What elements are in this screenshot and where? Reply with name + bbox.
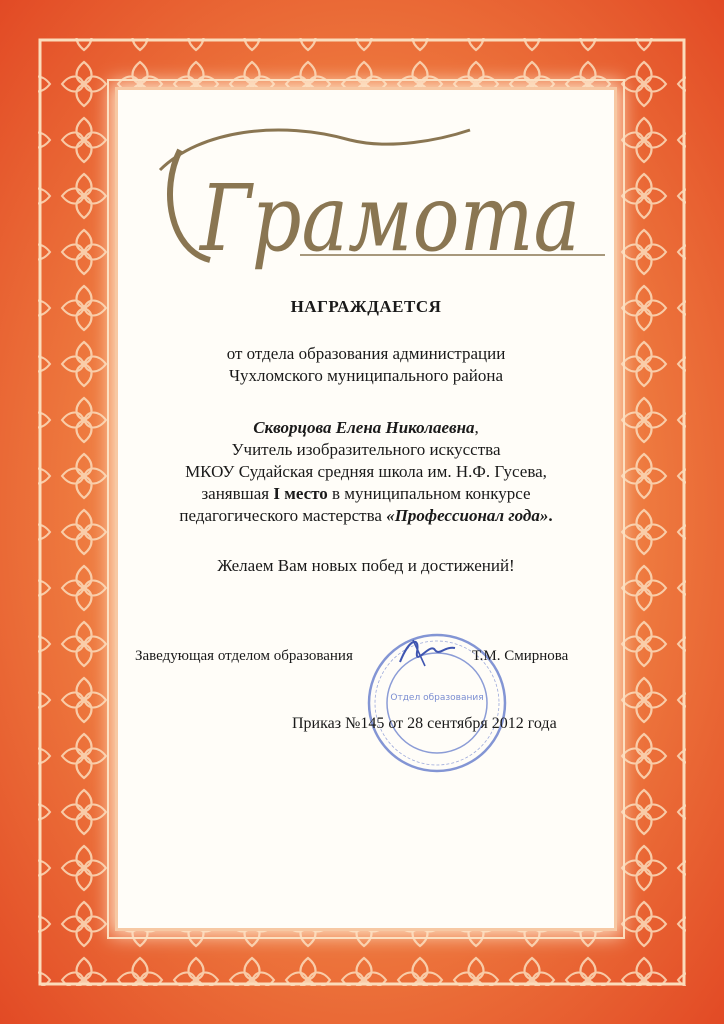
wish-line: Желаем Вам новых побед и достижений! xyxy=(217,556,515,575)
issuer-line-1: от отдела образования администрации xyxy=(226,344,506,363)
place-prefix: занявшая xyxy=(201,484,274,503)
place: I место xyxy=(273,484,328,503)
certificate-title-text: Грамота xyxy=(198,165,580,272)
certificate-title xyxy=(140,110,610,280)
recipient-block xyxy=(118,417,614,527)
awarded-heading: НАГРАЖДАЕТСЯ xyxy=(290,297,442,316)
stamp-text: Отдел образования xyxy=(390,693,484,703)
signatory-name: Т.М. Смирнова xyxy=(472,648,569,664)
contest-prefix: педагогического мастерства xyxy=(179,506,387,525)
issuer-line-2: Чухломского муниципального района xyxy=(228,366,504,385)
contest-name: «Профессионал года» xyxy=(386,506,549,525)
contest-end: . xyxy=(548,506,553,525)
issuer-block xyxy=(118,343,614,387)
order-reference: Приказ №145 от 28 сентября 2012 года xyxy=(292,715,557,732)
signatory-title: Заведующая отделом образования xyxy=(135,648,353,664)
place-suffix: в муниципальном конкурсе xyxy=(327,484,531,503)
recipient-position: Учитель изобразительного искусства xyxy=(231,440,501,459)
signature-icon xyxy=(395,632,465,672)
recipient-comma: , xyxy=(474,418,479,437)
recipient-school: МКОУ Судайская средняя школа им. Н.Ф. Гусева, xyxy=(185,462,547,481)
recipient-name: Скворцова Елена Николаевна xyxy=(253,418,475,437)
